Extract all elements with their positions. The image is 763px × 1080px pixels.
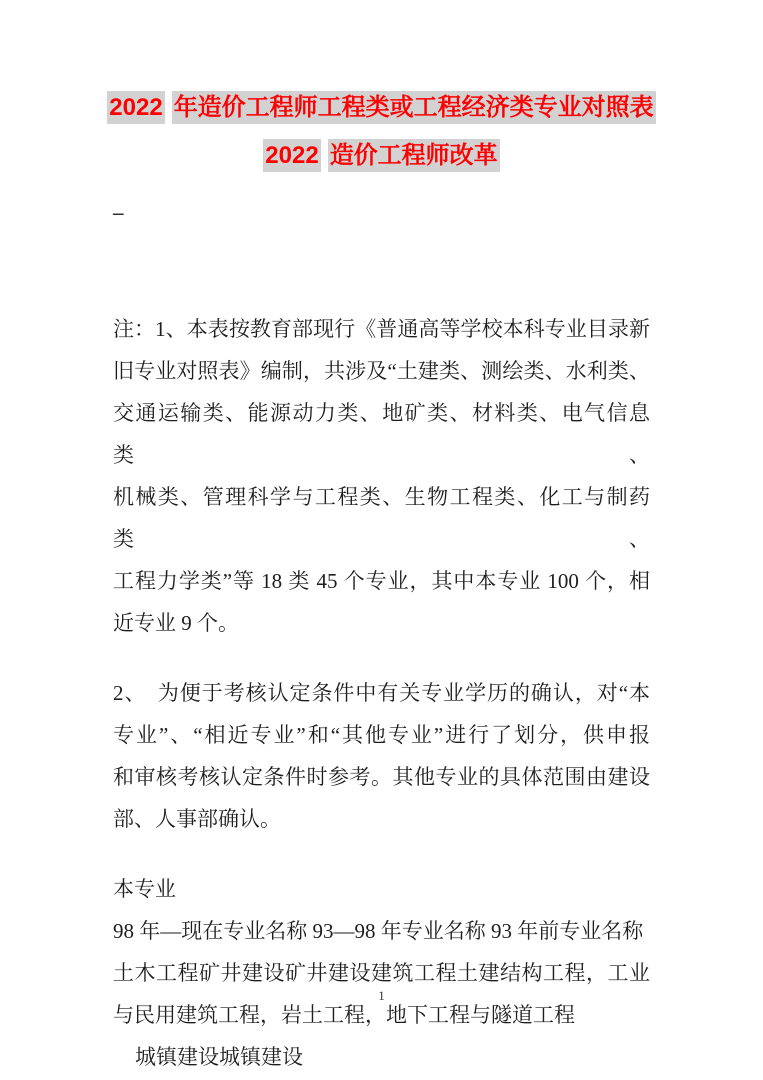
- title-text-1: 年造价工程师工程类或工程经济类专业对照表: [172, 91, 656, 124]
- note-paragraph: [113, 308, 650, 644]
- item2-line: 部、人事部确认。: [113, 807, 281, 831]
- major-section: [113, 868, 650, 1078]
- title-year-1: 2022: [107, 91, 164, 124]
- item2-line: 和审核考核认定条件时参考。其他专业的具体范围由建设: [113, 765, 650, 789]
- section-line: 土木工程矿井建设矿井建设建筑工程土建结构工程，工业: [113, 961, 650, 985]
- note-line: 近专业 9 个。: [113, 611, 239, 635]
- page-number: 1: [378, 988, 385, 1003]
- title-line-1: [0, 84, 763, 132]
- note-line: 注：1、本表按教育部现行《普通高等学校本科专业目录新: [113, 317, 650, 341]
- note-line: 工程力学类”等 18 类 45 个专业，其中本专业 100 个，相: [113, 569, 650, 593]
- section-heading: 本专业: [113, 877, 176, 901]
- note-line: 旧专业对照表》编制，共涉及“土建类、测绘类、水利类、: [113, 359, 650, 383]
- item2-line: 2、 为便于考核认定条件中有关专业学历的确认，对“本: [113, 681, 650, 705]
- item2-line: 专业”、“相近专业”和“其他专业”进行了划分，供申报: [113, 723, 650, 747]
- section-line: 城镇建设城镇建设: [135, 1045, 303, 1069]
- title-line-2: [0, 132, 763, 180]
- title-year-2: 2022: [263, 139, 320, 172]
- note-line: 交通运输类、能源动力类、地矿类、材料类、电气信息类、: [113, 401, 650, 467]
- document-body: [113, 308, 650, 1078]
- item2-paragraph: [113, 672, 650, 840]
- note-line: 机械类、管理科学与工程类、生物工程类、化工与制药类、: [113, 485, 650, 551]
- document-title: [0, 0, 763, 180]
- underscore-mark: _: [113, 193, 124, 217]
- title-text-2: 造价工程师改革: [328, 139, 500, 172]
- section-line: 与民用建筑工程，岩土工程，地下工程与隧道工程: [113, 1003, 575, 1027]
- section-line: 98 年—现在专业名称 93—98 年专业名称 93 年前专业名称: [113, 919, 644, 943]
